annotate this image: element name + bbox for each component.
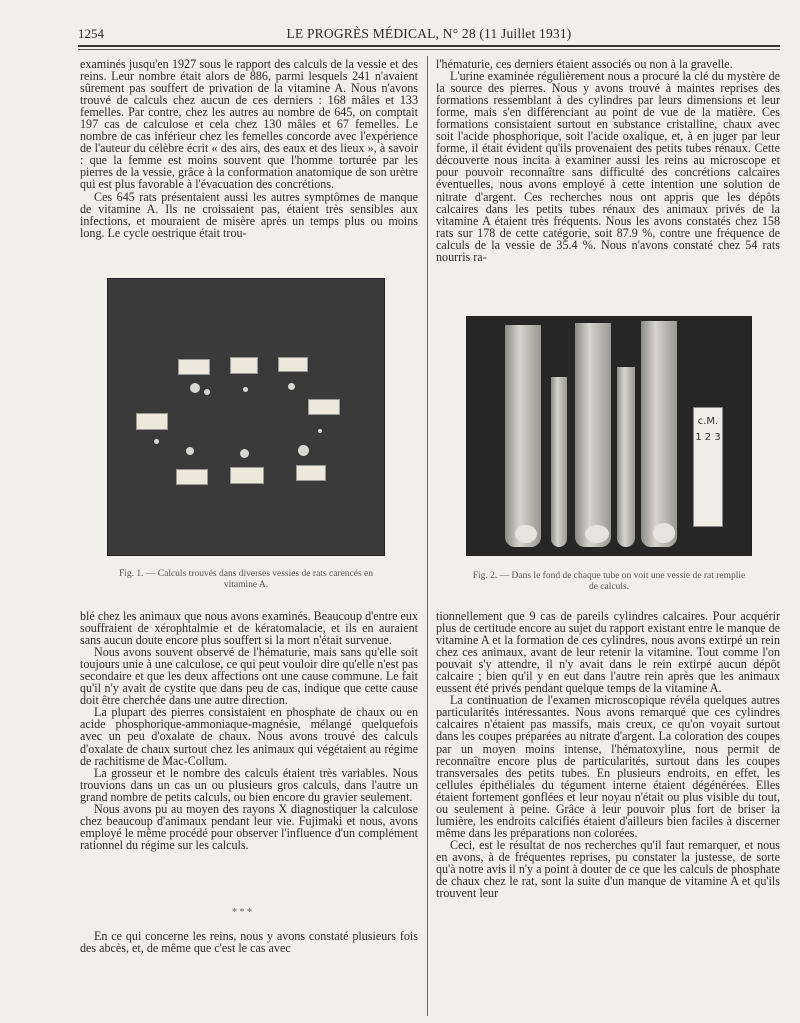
calculus [240,449,249,458]
section-separator: * * * [232,907,252,918]
column-divider [427,56,428,1016]
right-column-top [436,58,780,263]
calculus [154,439,159,444]
tube-label-card: c.M. 1 2 3 [693,407,723,527]
specimen-label [136,413,168,430]
test-tube [551,377,567,547]
specimen-label [296,465,326,481]
calculus [186,447,194,455]
specimen-label [308,399,340,415]
bladder-calculi [653,523,675,543]
left-column-bottom [80,610,418,851]
figure-2-caption: Fig. 2. — Dans le fond de chaque tube on voit une vessie de rat remplie de calculs. [472,571,746,592]
page-number: 1254 [78,26,104,41]
calculus [298,445,309,456]
left-column-end [80,930,418,954]
specimen-label [278,357,308,372]
test-tube [617,367,635,547]
calculus [190,383,200,393]
paragraph: examinés jusqu'en 1927 sous le rapport des calculs de la vessie et des reins. Leur nombre était alors de 886, parmi lesquels 241 n'avaient sûrement pas souffert de privation de la vitamine A. Nous n'avons trouvé de calculs chez aucun de ces derniers : 168 mâles et 133 femelles. Par contre, chez les autres au nombre de 645, on comptait 197 cas de calculose et cela chez 130 mâles et 67 femelles. Le nombre de cas inférieur chez les femelles concorde avec l'expérience de l'auteur du célèbre écrit « des airs, des eaux et des lieux », à savoir : que la femme est moins souvent que l'homme torturée par les pierres de la vessie, grâce à la conformation anatomique de son urètre qui est plus favorable à l'évacuation des concrétions. [80,57,418,192]
test-tube [641,321,677,547]
paragraph: Ceci, est le résultat de nos recherches qu'il faut remarquer, et nous en avons, à de fréquentes reprises, pu constater la justesse, de sorte qu'à notre avis il n'y a point à douter de ce que les calculs de phosphate de chaux chez le rat, sont la suite d'un manque de vitamine A et qu'ils trouvent leur [436,837,780,901]
header-rule [78,45,780,47]
paragraph: Nous avons pu au moyen des rayons X diagnostiquer la calculose chez beaucoup d'animaux pendant leur vie. Fujimaki et nous, avons employé le même procédé pour observer l'influence d'un complément rationnel du régime sur les calculs. [80,801,418,852]
paragraph: blé chez les animaux que nous avons examinés. Beaucoup d'entre eux souffraient de xérophtalmie et de kératomalacie, et ils en auraient sans aucun doute encore plus souffert si la mort n'était survenue. [80,609,418,648]
paragraph: tionnellement que 9 cas de pareils cylindres calcaires. Pour acquérir plus de certitude encore au sujet du rapport existant entre le manque de vitamine A et la formation de ces cylindres, nous avons extirpé un rein chez ces animaux, avant de leur retenir la vitamine. Tout comme l'on pouvait s'y attendre, il n'y avait dans le rein extirpé aucun dépôt calcaire ; bien qu'il y en eut dans l'autre rein après que les animaux eussent été privés pendant quelque temps de la vitamine A. [436,609,780,696]
bladder-calculi [585,525,609,543]
specimen-label [230,467,264,484]
bladder-calculi [515,525,537,543]
paragraph: Nous avons souvent observé de l'hématurie, mais sans qu'elle soit toujours unie à une calculose, ce qui peut vouloir dire qu'elle n'est pas secondaire et que les deux affections ont une cause commune. Le fait qu'il n'y avait de cystite que dans peu de cas, indique que cette cause doit être cherchée dans une autre direction. [80,645,418,708]
journal-title: LE PROGRÈS MÉDICAL, N° 28 (11 Juillet 1931) [286,26,572,41]
paragraph: La continuation de l'examen microscopique révéla quelques autres particularités intéressantes. Nous avons remarqué que ces cylindres calcaires n'étaient pas massifs, mais creux, ce qu'on voyait surtout dans les coupes préparées au nitrate d'argent. La coloration des coupes par un moyen moins intense, l'hématoxyline, nous permit de reconnaître encore plus de particularités, surtout dans les coupes transversales des petits tubes. En plusieurs endroits, en effet, les cellules épithéliales du tégument interne étaient dégénérées. Elles étaient fortement gonflées et leur noyau n'était ou plus visible du tout, ou seulement à peine. Grâce à leur pouvoir plus fort de briser la lumière, les endroits calcifiés étaient d'ailleurs bien faciles à discerner même dans les préparations non colorées. [436,693,780,840]
paragraph: La plupart des pierres consistaient en phosphate de chaux ou en acide phosphorique-ammoniaque-magnésie, mélangé quelquefois avec un peu d'oxalate de chaux. Nous avons trouvé des calculs d'oxalate de chaux surtout chez les animaux qui végétaient au régime de rachitisme de Mac-Collum. [80,705,418,768]
figure-1-photo [107,278,385,556]
calculus [243,387,248,392]
specimen-label [176,469,208,485]
figure-1-caption: Fig. 1. — Calculs trouvés dans diverses vessies de rats carencés en vitamine A. [118,569,374,590]
test-tube [505,325,541,547]
test-tube [575,323,611,547]
paragraph: La grosseur et le nombre des calculs étaient très variables. Nous trouvions dans un cas un ou plusieurs gros calculs, dans l'autre un grand nombre de petits calculs, ou bien encore du gravier seulement. [80,765,418,804]
left-column-top [80,58,418,239]
paragraph: l'hématurie, ces derniers étaient associés ou non à la gravelle. [436,57,733,71]
paragraph: En ce qui concerne les reins, nous y avons constaté plusieurs fois des abcès, et, de même que c'est le cas avec [80,929,418,956]
specimen-label [178,359,210,375]
calculus [288,383,295,390]
page-header [78,26,780,44]
paragraph: L'urine examinée régulièrement nous a procuré la clé du mystère de la source des pierres. Nous y avons trouvé à maintes reprises des formations ressemblant à des cylindres par leurs dimensions et leur forme, mais s'en différenciant au point de vue de la matière. Ces formations consistaient surtout en substance cristalline, chaux avec soit l'acide phosphorique, soit l'acide oxalique, et, à en juger par leur forme, il était évident qu'ils provenaient des petits tubes rénaux. Cette découverte nous incita à examiner aussi les reins au microscope et pour pouvoir reconnaître sans difficulté des concrétions calcaires éventuelles, nous avons employé à cette intention une solution de nitrate d'argent. Ces recherches nous ont appris que les dépôts calcaires dans les petits tubes rénaux des animaux privés de la vitamine A étaient très fréquents. Nous les avons constatés chez 158 rats sur 178 de cette catégorie, soit 87.9 %, contre une fréquence de calculs de la vessie de 35.4 %. Nous n'avons constaté chez 54 rats nourris ra- [436,69,780,264]
header-rule-thin [78,49,780,50]
figure-2-photo [466,316,752,556]
calculus [318,429,322,433]
calculus [204,389,210,395]
paragraph: Ces 645 rats présentaient aussi les autres symptômes de manque de vitamine A. Ils ne croissaient pas, étaient très sensibles aux infections, et mouraient de misère après un temps plus ou moins long. Le cycle oestrique était trou- [80,189,418,240]
specimen-label [230,357,258,374]
right-column-bottom [436,610,780,899]
